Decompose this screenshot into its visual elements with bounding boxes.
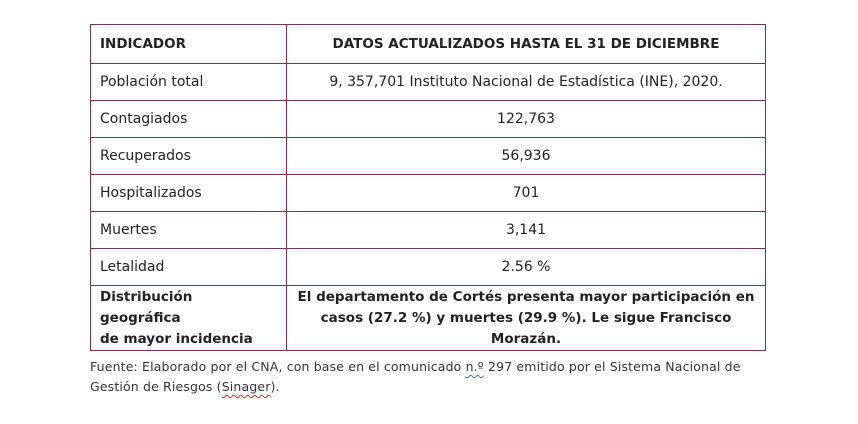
row-label-muertes: Muertes	[91, 212, 287, 249]
row-value-muertes: 3,141	[287, 212, 766, 249]
table-row	[91, 249, 766, 286]
table-row	[91, 138, 766, 175]
row-label-recuperados: Recuperados	[91, 138, 287, 175]
distribution-value-line1: El departamento de Cortés presenta mayor participación en	[297, 289, 755, 305]
row-value-recuperados: 56,936	[287, 138, 766, 175]
header-data: DATOS ACTUALIZADOS HASTA EL 31 DE DICIEMBRE	[287, 25, 766, 64]
header-indicator: INDICADOR	[91, 25, 287, 64]
table-row	[91, 175, 766, 212]
source-abbrev: n.º	[465, 359, 484, 374]
table-row	[91, 101, 766, 138]
source-text-part2: 297 emitido por el Sistema Nacional de Gestión de Riesgos (	[90, 359, 741, 394]
distribution-value	[287, 286, 766, 351]
distribution-value-line2: casos (27.2 %) y muertes (29.9 %). Le sigue Francisco Morazán.	[320, 310, 732, 347]
indicators-table	[90, 24, 766, 351]
table-row	[91, 64, 766, 101]
table-header-row	[91, 25, 766, 64]
row-value-hospitalizados: 701	[287, 175, 766, 212]
row-label-letalidad: Letalidad	[91, 249, 287, 286]
row-value-contagiados: 122,763	[287, 101, 766, 138]
source-text-part1: Fuente: Elaborado por el CNA, con base en el comunicado	[90, 359, 466, 374]
row-value-letalidad: 2.56 %	[287, 249, 766, 286]
distribution-label-line2: de mayor incidencia	[100, 330, 253, 347]
table-row	[91, 212, 766, 249]
source-text-part3: ).	[270, 379, 280, 394]
row-label-poblacion: Población total	[91, 64, 287, 101]
row-label-hospitalizados: Hospitalizados	[91, 175, 287, 212]
row-label-contagiados: Contagiados	[91, 101, 287, 138]
table-row-distribution	[91, 286, 766, 351]
source-note	[90, 357, 780, 397]
distribution-label	[91, 286, 287, 351]
distribution-label-line1: Distribución geográfica	[100, 288, 193, 326]
source-sinager: Sinager	[221, 379, 271, 394]
row-value-poblacion: 9, 357,701 Instituto Nacional de Estadística (INE), 2020.	[287, 64, 766, 101]
